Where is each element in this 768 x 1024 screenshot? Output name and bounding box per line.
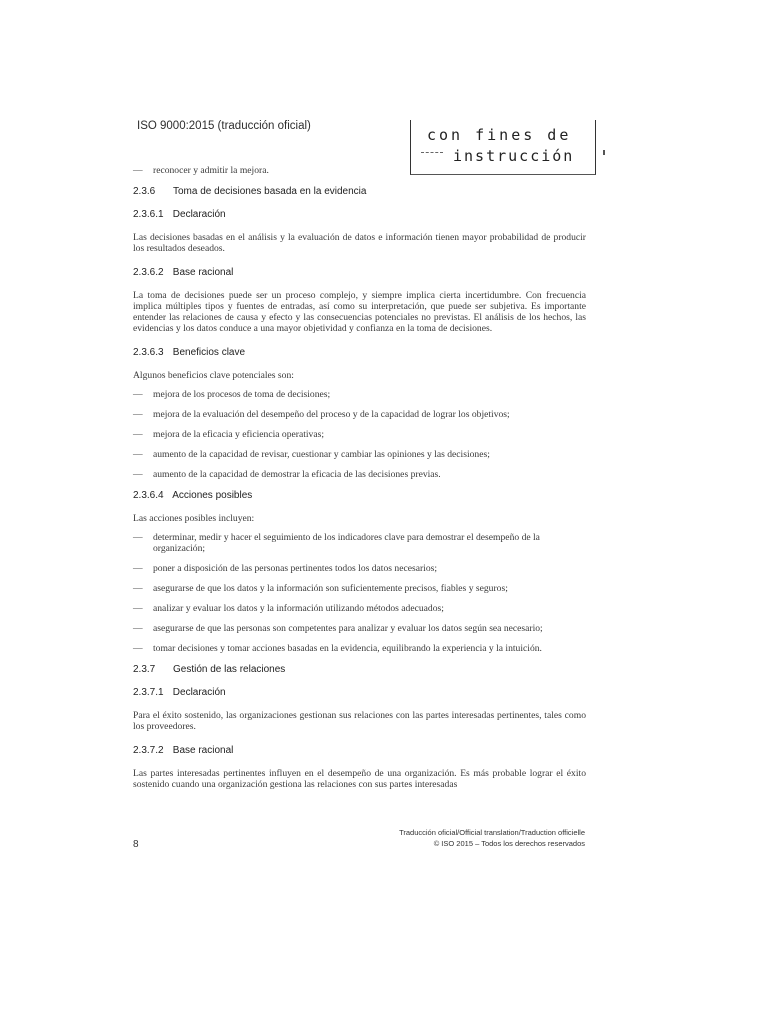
paragraph-declaracion: Las decisiones basadas en el análisis y la evaluación de datos e información tienen mayor probabilidad de producir los resultados deseados.	[133, 232, 586, 254]
section-heading-2-3-6-4	[133, 490, 586, 501]
list-item: — asegurarse de que los datos y la información son suficientemente precisos, fiables y seguros;	[133, 583, 586, 594]
list-item: — asegurarse de que las personas son competentes para analizar y evaluar los datos según sea necesario;	[133, 623, 586, 634]
section-heading-2-3-7-1	[133, 687, 586, 698]
section-number: 2.3.7	[133, 664, 156, 675]
list-item: — tomar decisiones y tomar acciones basadas en la evidencia, equilibrando la experiencia y la intuición.	[133, 643, 586, 654]
section-number: 2.3.6.4	[133, 490, 164, 501]
list-item: — mejora de la evaluación del desempeño del proceso y de la capacidad de lograr los objetivos;	[133, 409, 586, 420]
list-item: — mejora de la eficacia y eficiencia operativas;	[133, 429, 586, 440]
footer-copyright: © ISO 2015 – Todos los derechos reservados	[433, 839, 585, 848]
section-title: Base racional	[172, 267, 234, 278]
footer-translation-note: Traducción oficial/Official translation/Traduction officielle	[399, 828, 585, 837]
section-heading-2-3-6-3	[133, 347, 586, 358]
list-item: — determinar, medir y hacer el seguimiento de los indicadores clave para demostrar el desempeño de la organización;	[133, 532, 586, 554]
document-header-title: ISO 9000:2015 (traducción oficial)	[137, 120, 311, 132]
paragraph-base-racional: La toma de decisiones puede ser un proceso complejo, y siempre implica cierta incertidumbre. Con frecuencia implica múltiples tipos y fuentes de entradas, así como su interpretación, que puede ser subjetiva. Es importante entender las relaciones de causa y efecto y las consecuencias potenciales no previstas. El análisis de los hechos, las evidencias y los datos conduce a una mayor objetividad y confianza en la toma de decisiones.	[133, 290, 586, 334]
beneficios-list	[133, 389, 586, 480]
section-number: 2.3.6.1	[133, 209, 164, 220]
section-title: Beneficios clave	[172, 347, 246, 358]
list-item: — analizar y evaluar los datos y la información utilizando métodos adecuados;	[133, 603, 586, 614]
stamp-line-1: con fines de	[427, 126, 572, 144]
section-title: Base racional	[172, 745, 234, 756]
list-item: — aumento de la capacidad de revisar, cuestionar y cambiar las opiniones y las decisiones;	[133, 449, 586, 460]
section-number: 2.3.7.1	[133, 687, 164, 698]
intro-list	[133, 165, 586, 176]
section-number: 2.3.6.3	[133, 347, 164, 358]
document-body	[133, 165, 586, 803]
section-heading-2-3-6	[133, 186, 586, 197]
section-title: Declaración	[172, 209, 226, 220]
list-item: — reconocer y admitir la mejora.	[133, 165, 586, 176]
section-number: 2.3.7.2	[133, 745, 164, 756]
list-item: — mejora de los procesos de toma de decisiones;	[133, 389, 586, 400]
section-heading-2-3-7-2	[133, 745, 586, 756]
section-heading-2-3-7	[133, 664, 586, 675]
paragraph-acciones-intro: Las acciones posibles incluyen:	[133, 513, 255, 524]
list-item: — aumento de la capacidad de demostrar la eficacia de las decisiones previas.	[133, 469, 586, 480]
section-title: Declaración	[172, 687, 226, 698]
section-title: Gestión de las relaciones	[173, 664, 286, 675]
paragraph-declaracion-relaciones: Para el éxito sostenido, las organizaciones gestionan sus relaciones con las partes interesadas pertinentes, tales como los proveedores.	[133, 710, 586, 732]
paragraph-beneficios-intro: Algunos beneficios clave potenciales son:	[133, 370, 294, 381]
stamp-edge-mark	[603, 150, 605, 155]
list-item: — poner a disposición de las personas pertinentes todos los datos necesarios;	[133, 563, 586, 574]
paragraph-base-racional-relaciones: Las partes interesadas pertinentes influyen en el desempeño de una organización. Es más probable lograr el éxito sostenido cuando una organización gestiona las relaciones con sus partes interesadas	[133, 768, 586, 790]
section-heading-2-3-6-1	[133, 209, 586, 220]
stamp-dash-mark	[421, 152, 443, 153]
section-title: Acciones posibles	[172, 490, 253, 501]
section-number: 2.3.6	[133, 186, 156, 197]
section-heading-2-3-6-2	[133, 267, 586, 278]
section-number: 2.3.6.2	[133, 267, 164, 278]
stamp-line-2: instrucción	[453, 147, 575, 165]
section-title: Toma de decisiones basada en la evidencia	[173, 186, 367, 197]
page-number: 8	[133, 839, 139, 850]
acciones-list	[133, 532, 586, 654]
